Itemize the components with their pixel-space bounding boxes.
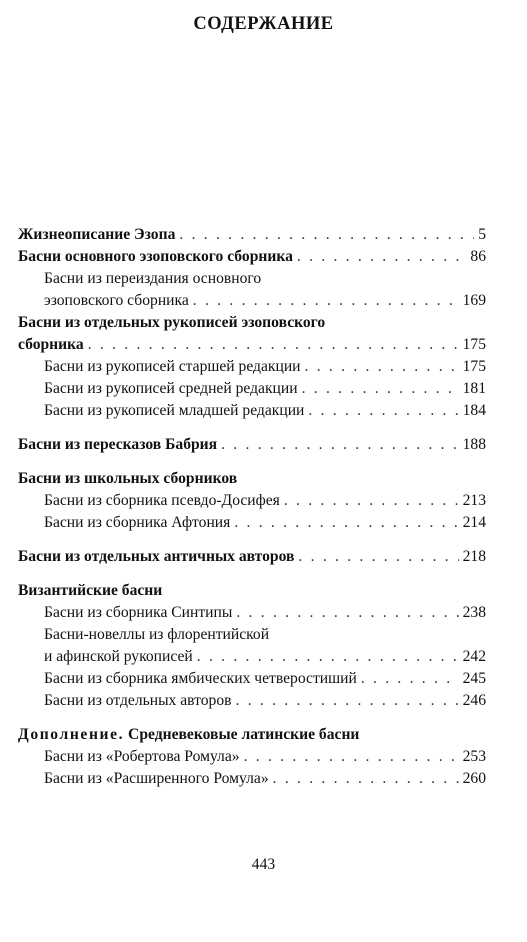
- leader-dots: [221, 434, 459, 456]
- toc-entry-label: Басни из «Робертова Ромула»: [44, 748, 240, 765]
- toc-page-number: 175: [462, 336, 486, 353]
- leader-dots: [308, 400, 458, 422]
- leader-dots: [244, 746, 459, 768]
- leader-dots: [179, 224, 474, 246]
- leader-dots: [298, 546, 458, 568]
- toc-entry-label: Басни из пересказов Бабрия: [18, 436, 218, 453]
- toc-entry-label: Басни основного эзоповского сборника: [18, 248, 293, 265]
- toc-entry-label: Басни из школьных сборников: [18, 470, 238, 487]
- toc-page-number: 246: [462, 692, 486, 709]
- toc-entry[interactable]: [18, 356, 486, 378]
- appendix-title: Средневековые латинские басни: [124, 726, 360, 743]
- leader-dots: [297, 246, 467, 268]
- toc-entry[interactable]: [18, 246, 486, 268]
- leader-dots: [193, 290, 459, 312]
- toc-entry-label: Басни из рукописей средней редакции: [44, 380, 298, 397]
- table-of-contents: [18, 224, 486, 790]
- toc-page-number: 245: [462, 670, 486, 687]
- section-gap: [18, 712, 486, 724]
- toc-entry-label: Басни из рукописей младшей редакции: [44, 402, 305, 419]
- leader-dots: [273, 768, 459, 790]
- toc-entry[interactable]: [18, 434, 486, 456]
- toc-entry-label-line1: Басни-новеллы из флорентийской: [44, 626, 270, 643]
- leader-dots: [302, 378, 459, 400]
- toc-entry-label: Басни из рукописей старшей редакции: [44, 358, 301, 375]
- toc-page-number: 175: [462, 358, 486, 375]
- toc-entry-label: Басни из отдельных античных авторов: [18, 548, 295, 565]
- toc-entry-label: Басни из сборника псевдо-Досифея: [44, 492, 280, 509]
- toc-page-number: 5: [478, 226, 486, 243]
- toc-entry[interactable]: [18, 768, 486, 790]
- toc-entry-label-line1: Басни из отдельных рукописей эзоповского: [18, 314, 326, 331]
- toc-entry[interactable]: [18, 312, 486, 356]
- toc-entry-label: Басни из отдельных авторов: [44, 692, 232, 709]
- section-gap: [18, 534, 486, 546]
- toc-page-number: 188: [462, 436, 486, 453]
- toc-entry[interactable]: [18, 224, 486, 246]
- leader-dots: [305, 356, 459, 378]
- toc-entry[interactable]: [18, 690, 486, 712]
- toc-page-number: 218: [462, 548, 486, 565]
- toc-entry-label: и афинской рукописей: [44, 648, 193, 665]
- toc-entry[interactable]: [18, 268, 486, 312]
- leader-dots: [236, 602, 458, 624]
- toc-entry-label-line1: Басни из переиздания основного: [44, 270, 262, 287]
- leader-dots: [361, 668, 459, 690]
- section-gap: [18, 456, 486, 468]
- toc-entry[interactable]: [18, 512, 486, 534]
- toc-page-number: 184: [462, 402, 486, 419]
- leader-dots: [234, 512, 458, 534]
- toc-entry[interactable]: [18, 668, 486, 690]
- leader-dots: [88, 334, 459, 356]
- toc-entry-label: [18, 724, 359, 746]
- toc-page-number: 169: [462, 292, 486, 309]
- toc-page-number: 181: [462, 380, 486, 397]
- toc-page-number: 242: [462, 648, 486, 665]
- appendix-label: Дополнение.: [18, 726, 125, 743]
- toc-entry-label: эзоповского сборника: [44, 292, 189, 309]
- leader-dots: [197, 646, 459, 668]
- toc-entry[interactable]: [18, 602, 486, 624]
- toc-entry[interactable]: [18, 378, 486, 400]
- toc-entry-label: Жизнеописание Эзопа: [18, 226, 176, 243]
- toc-entry[interactable]: [18, 490, 486, 512]
- section-gap: [18, 568, 486, 580]
- toc-entry[interactable]: [18, 546, 486, 568]
- toc-section-heading[interactable]: [18, 580, 486, 602]
- toc-entry-label: Басни из сборника Синтипы: [44, 604, 233, 621]
- leader-dots: [284, 490, 459, 512]
- toc-entry[interactable]: [18, 624, 486, 668]
- toc-entry-label: Басни из «Расширенного Ромула»: [44, 770, 269, 787]
- leader-dots: [236, 690, 459, 712]
- page-title: СОДЕРЖАНИЕ: [193, 14, 334, 34]
- toc-page-number: 253: [462, 748, 486, 765]
- toc-entry-label: сборника: [18, 336, 84, 353]
- toc-entry-label: Басни из сборника ямбических четверостиший: [44, 670, 357, 687]
- toc-page-number: 238: [462, 604, 486, 621]
- toc-section-heading[interactable]: [18, 724, 486, 746]
- toc-page-number: 214: [462, 514, 486, 531]
- toc-entry[interactable]: [18, 400, 486, 422]
- page-number: 443: [251, 856, 276, 873]
- toc-page-number: 86: [470, 248, 486, 265]
- toc-entry[interactable]: [18, 746, 486, 768]
- section-gap: [18, 422, 486, 434]
- toc-entry-label: Басни из сборника Афтония: [44, 514, 231, 531]
- toc-page-number: 213: [462, 492, 486, 509]
- toc-section-heading[interactable]: [18, 468, 486, 490]
- toc-entry-label: Византийские басни: [18, 582, 163, 599]
- toc-page-number: 260: [462, 770, 486, 787]
